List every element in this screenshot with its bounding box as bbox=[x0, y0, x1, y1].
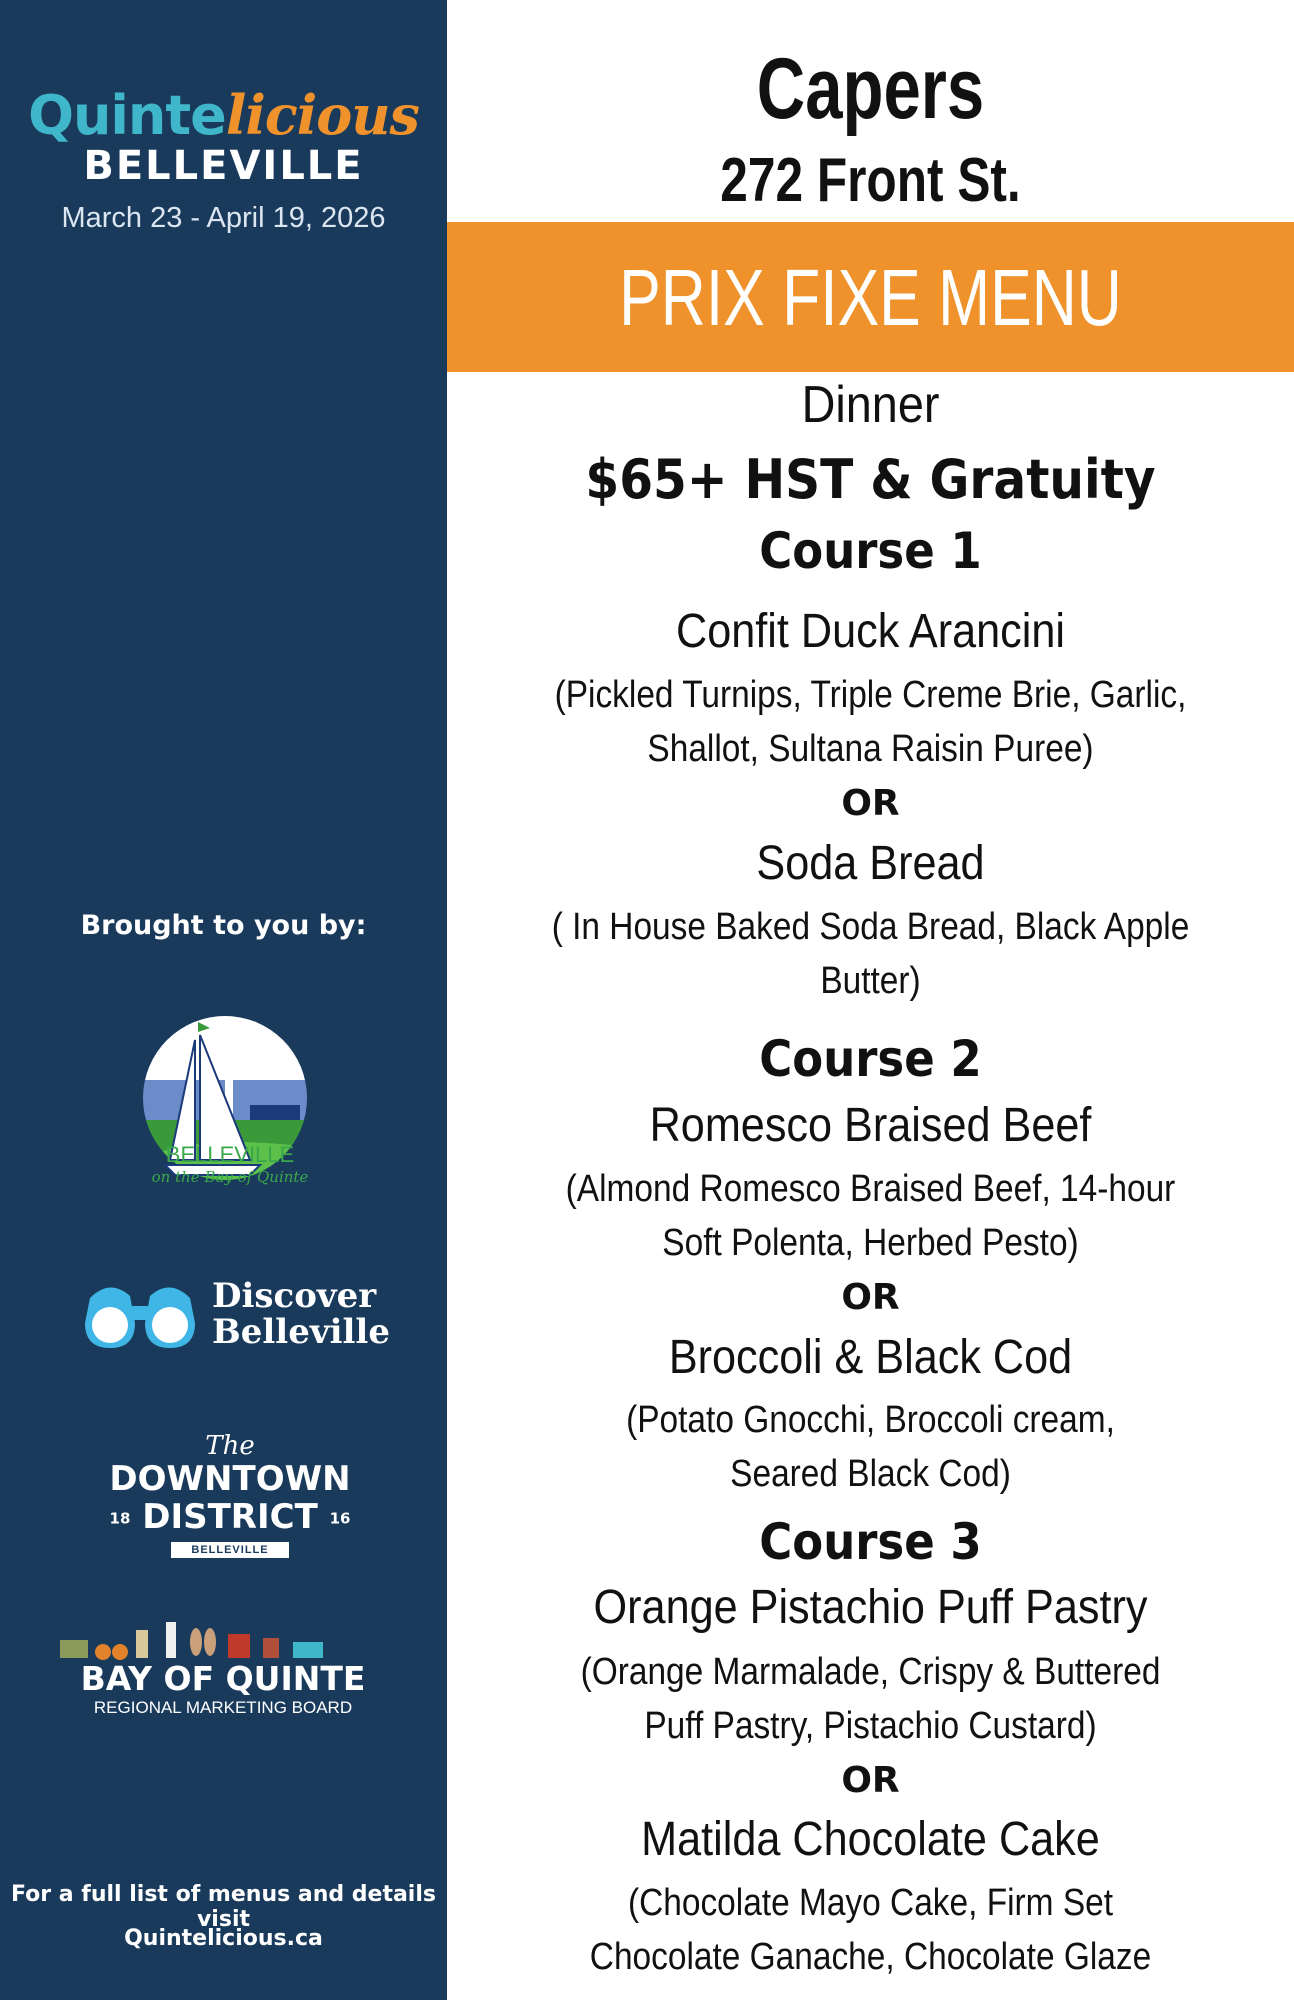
brand-prefix: Quinte bbox=[28, 84, 226, 147]
or-divider: OR bbox=[841, 1277, 900, 1318]
footer-info: For a full list of menus and details visit bbox=[11, 1882, 436, 1932]
course-1-dish-1-desc bbox=[498, 668, 1243, 776]
meal-type: Dinner bbox=[801, 376, 940, 434]
course-2-dish-2: Broccoli & Black Cod bbox=[668, 1331, 1073, 1384]
menu-banner-title: PRIX FIXE MENU bbox=[619, 253, 1122, 342]
desc-line: Butter) bbox=[820, 960, 921, 1002]
or-divider: OR bbox=[841, 783, 900, 824]
desc-line: Puff Pastry, Pistachio Custard) bbox=[644, 1705, 1097, 1747]
course-2-dish-1: Romesco Braised Beef bbox=[649, 1099, 1092, 1152]
bay-of-quinte-logo bbox=[58, 1660, 388, 1718]
course-3-dish-1: Orange Pistachio Puff Pastry bbox=[593, 1581, 1148, 1634]
brand-logo bbox=[0, 85, 447, 235]
downtown-the: The bbox=[205, 1431, 255, 1461]
sidebar bbox=[0, 0, 447, 2000]
course-2-title: Course 2 bbox=[759, 1030, 982, 1088]
brand-suffix: licious bbox=[225, 83, 419, 147]
course-1-dish-2: Soda Bread bbox=[756, 837, 985, 890]
discover-line2: Belleville bbox=[212, 1312, 390, 1352]
brand-wordmark bbox=[0, 85, 447, 146]
course-3-dish-2-desc bbox=[498, 1876, 1243, 1984]
boq-subtitle: REGIONAL MARKETING BOARD bbox=[93, 1698, 353, 1717]
desc-line: (Orange Marmalade, Crispy & Buttered bbox=[580, 1651, 1161, 1693]
desc-line: (Potato Gnocchi, Broccoli cream, bbox=[626, 1399, 1115, 1441]
desc-line: ( In House Baked Soda Bread, Black Apple bbox=[551, 906, 1190, 948]
course-3-dish-1-desc bbox=[498, 1645, 1243, 1753]
course-1-dish-1: Confit Duck Arancini bbox=[676, 605, 1065, 658]
downtown-line1: DOWNTOWN bbox=[109, 1459, 351, 1499]
course-2-dish-2-desc bbox=[498, 1393, 1243, 1501]
binoculars-icon bbox=[80, 1278, 200, 1358]
downtown-line2: DISTRICT bbox=[142, 1497, 318, 1537]
desc-line: (Pickled Turnips, Triple Creme Brie, Garlic, bbox=[554, 674, 1187, 716]
restaurant-name: Capers bbox=[756, 41, 985, 137]
sponsors-heading: Brought to you by: bbox=[80, 910, 367, 941]
menu-panel bbox=[447, 0, 1294, 2000]
brand-city: BELLEVILLE bbox=[83, 143, 364, 189]
desc-line: (Chocolate Mayo Cake, Firm Set bbox=[627, 1882, 1114, 1924]
discover-line1: Discover bbox=[212, 1276, 377, 1316]
bay-of-quinte-icons bbox=[58, 1620, 388, 1664]
desc-line: (Almond Romesco Braised Beef, 14-hour bbox=[565, 1168, 1176, 1210]
course-1-dish-2-desc bbox=[498, 900, 1243, 1008]
discover-belleville-logo bbox=[212, 1278, 390, 1350]
course-2-dish-1-desc bbox=[498, 1162, 1243, 1270]
belleville-logo-text: BELLEVILLE bbox=[165, 1142, 295, 1167]
desc-line: Soft Polenta, Herbed Pesto) bbox=[662, 1222, 1079, 1264]
boq-title: BAY OF QUINTE bbox=[80, 1659, 366, 1698]
course-3-dish-2: Matilda Chocolate Cake bbox=[641, 1813, 1100, 1866]
restaurant-address: 272 Front St. bbox=[720, 146, 1021, 215]
belleville-tagline: on the Bay of Quinte bbox=[151, 1168, 309, 1186]
footer-website[interactable]: Quintelicious.ca bbox=[124, 1926, 323, 1951]
event-dates: March 23 - April 19, 2026 bbox=[61, 202, 386, 234]
downtown-year-right: 16 bbox=[329, 1509, 351, 1528]
desc-line: Shallot, Sultana Raisin Puree) bbox=[647, 728, 1094, 770]
downtown-city: BELLEVILLE bbox=[171, 1542, 288, 1558]
or-divider: OR bbox=[841, 1760, 900, 1801]
menu-price: $65+ HST & Gratuity bbox=[585, 448, 1156, 511]
course-1-title: Course 1 bbox=[759, 522, 982, 580]
downtown-year-left: 18 bbox=[109, 1509, 131, 1528]
desc-line: Chocolate Ganache, Chocolate Glaze bbox=[589, 1936, 1152, 1978]
desc-line: Seared Black Cod) bbox=[730, 1453, 1011, 1495]
course-3-title: Course 3 bbox=[759, 1513, 982, 1571]
downtown-district-logo bbox=[90, 1432, 370, 1558]
